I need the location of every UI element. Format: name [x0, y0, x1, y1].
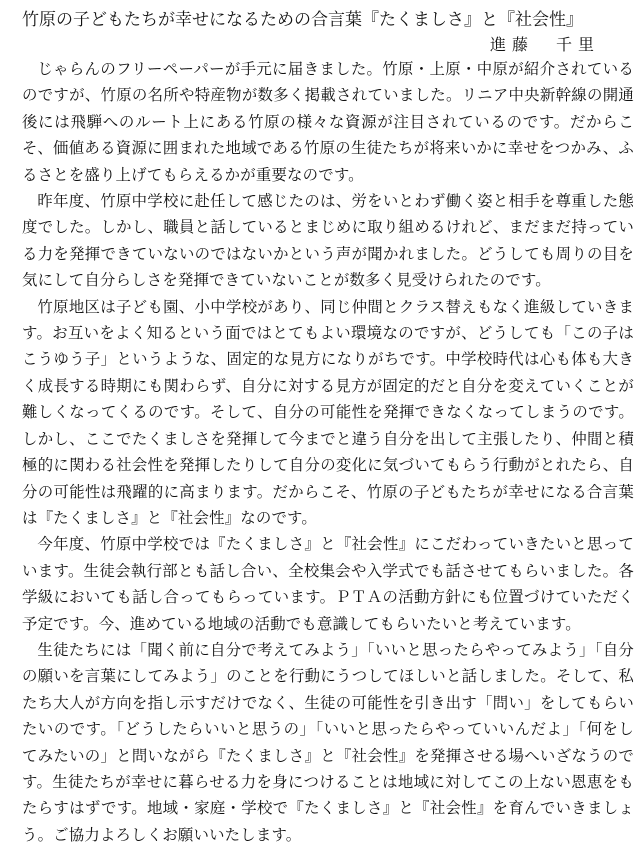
paragraph: 今年度、竹原中学校では『たくましさ』と『社会性』にこだわっていきたいと思っています。生徒会執行部とも話し合い、全校集会や入学式でも話させてもらいました。各学級においても話し合ってもらっています。ＰＴＡの活動方針にも位置づけていただく予定です。今、進めている地域の活動でも意識してもらいたいと考えています。 [22, 535, 634, 633]
document-title: 竹原の子どもたちが幸せになるための合言葉『たくましさ』と『社会性』 [22, 10, 583, 30]
paragraph: 竹原地区は子ども園、小中学校があり、同じ仲間とクラス替えもなく進級していきます。お互いをよく知るという面ではとてもよい環境なのですが、どうしても「この子はこうゆう子」というような、固定的な見方になりがちです。中学校時代は心も体も大きく成長する時期にも関わらず、自分に対する見方が固定的だと自分を変えていくことが難しくなってくるのです。そして、自分の可能性を発揮できなくなってしまうのです。しかし、ここでたくましさを発揮して今までと違う自分を出して主張したり、仲間と積極的に関わる社会性を発揮したりして自分の変化に気づいてもらう行動がとれたら、自分の可能性は飛躍的に高まります。だからこそ、竹原の子どもたちが幸せになる合言葉は『たくましさ』と『社会性』なのです。 [22, 297, 634, 527]
paragraph: 生徒たちには「聞く前に自分で考えてみよう」「いいと思ったらやってみよう」「自分の願いを言葉にしてみよう」のことを行動にうつしてほしいと話しました。そして、私たち大人が方向を指し示すだけでなく、生徒の可能性を引き出す「問い」をしてもらいたいのです。「どうしたらいいと思うの」「いいと思ったらやっていいんだよ」「何をしてみたいの」と問いながら『たくましさ』と『社会性』を発揮させる場へいざなうのです。生徒たちが幸せに暮らせる力を身につけることは地域に対してこの上ない恩恵をもたらすはずです。地域・家庭・学校で『たくましさ』と『社会性』を育んでいきましょう。ご協力よろしくお願いいたします。 [22, 640, 634, 844]
author-name: 進藤 千里 [489, 35, 600, 54]
document-body [22, 56, 634, 848]
paragraph: じゃらんのフリーペーパーが手元に届きました。竹原・上原・中原が紹介されているのですが、竹原の名所や特産物が数多く掲載されていました。リニア中央新幹線の開通後には飛騨へのルート上にある竹原の様々な資源が注目されているのです。だからこそ、価値ある資源に囲まれた地域である竹原の生徒たちが将来いかに幸せをつかみ、ふるさとを盛り上げてもらえるかが重要なのです。 [22, 60, 634, 184]
paragraph: 昨年度、竹原中学校に赴任して感じたのは、労をいとわず働く姿と相手を尊重した態度でした。しかし、職員と話しているとまじめに取り組めるけれど、まだまだ持っている力を発揮できていないのではないかという声が聞かれました。どうしても周りの目を気にして自分らしさを発揮できていないことが数多く見受けられたのです。 [22, 192, 634, 290]
